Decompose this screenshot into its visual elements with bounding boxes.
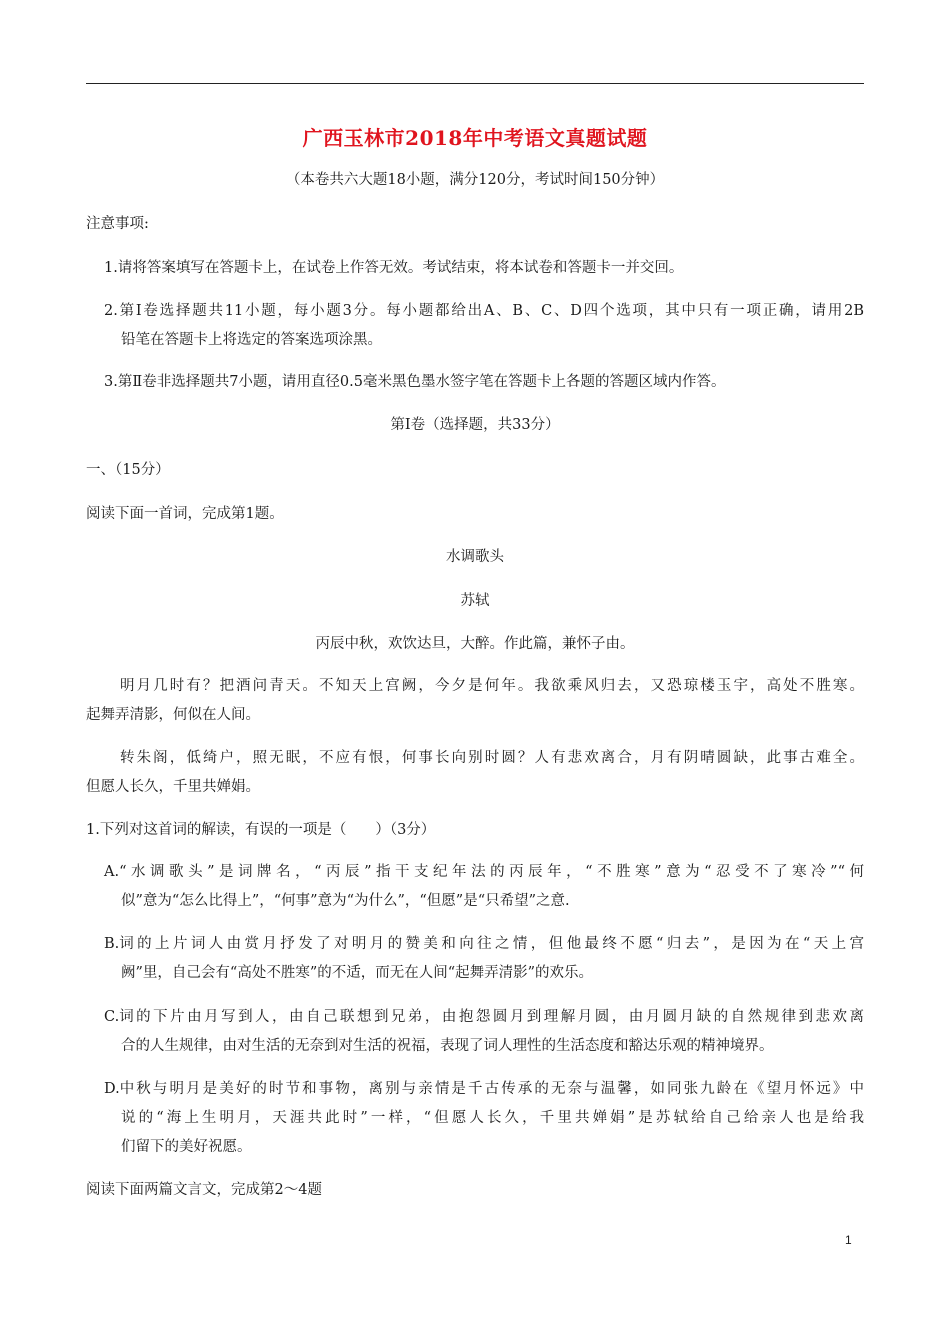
notice-item-3: 3.第Ⅱ卷非选择题共7小题，请用直径0.5毫米黑色墨水签字笔在答题卡上各题的答题区域内作答。 — [104, 374, 726, 390]
option-a-line-2: 似”意为“怎么比得上”，“何事”意为“为什么”，“但愿”是“只希望”之意. — [121, 893, 570, 909]
question-1-stem: 1.下列对这首词的解读，有误的一项是（ ）（3分） — [86, 822, 436, 838]
poem-stanza-1 — [86, 672, 864, 730]
next-reading-instruction: 阅读下面两篇文言文，完成第2～4题 — [86, 1182, 322, 1198]
option-label: C. — [104, 1009, 120, 1025]
notice-item-1: 1.请将答案填写在答题卡上，在试卷上作答无效。考试结束，将本试卷和答题卡一并交回。 — [104, 260, 684, 276]
option-c-line-1: 词的下片由月写到人，由自己联想到兄弟，由抱怨圆月到理解月圆，由月圆月缺的自然规律到悲欢离 — [119, 1009, 864, 1025]
stanza-2-line-2: 但愿人长久，千里共婵娟。 — [86, 779, 260, 795]
volume-title: 第Ⅰ卷（选择题，共33分） — [390, 417, 560, 433]
poem-title: 水调歌头 — [446, 549, 504, 565]
option-b-line-1: 词的上片词人由赏月抒发了对明月的赞美和向往之情，但他最终不愿“归去”，是因为在“天上宫 — [119, 936, 864, 952]
option-d-line-3: 们留下的美好祝愿。 — [121, 1139, 252, 1155]
option-a-line-1: “水调歌头”是词牌名，“丙辰”指干支纪年法的丙辰年，“不胜寒”意为“忍受不了寒冷”“何 — [119, 864, 864, 880]
option-d — [104, 1075, 864, 1162]
exam-title: 广西玉林市2018年中考语文真题试题 — [302, 126, 648, 150]
notice-item-2 — [104, 297, 864, 355]
poem-stanza-2 — [86, 744, 864, 802]
stanza-1-line-1: 明月几时有？把酒问青天。不知天上宫阙，今夕是何年。我欲乘风归去，又恐琼楼玉宇，高处不胜寒。 — [120, 678, 864, 694]
option-b-line-2: 阙”里，自己会有“高处不胜寒”的不适，而无在人间“起舞弄清影”的欢乐。 — [121, 965, 594, 981]
notice-item-2-line-1: 2.第Ⅰ卷选择题共11小题，每小题3分。每小题都给出A、B、C、D四个选项，其中只有一项正确，请用2B — [104, 303, 864, 319]
option-c — [104, 1003, 864, 1061]
stanza-1-line-2: 起舞弄清影，何似在人间。 — [86, 707, 260, 723]
option-a — [104, 858, 864, 916]
option-label: D. — [104, 1081, 120, 1097]
option-b — [104, 930, 864, 988]
header-rule — [86, 83, 864, 84]
option-c-line-2: 合的人生规律，由对生活的无奈到对生活的祝福，表现了词人理性的生活态度和豁达乐观的精神境界。 — [121, 1038, 774, 1054]
option-label: B. — [104, 936, 120, 952]
reading-instruction: 阅读下面一首词，完成第1题。 — [86, 506, 284, 522]
notice-item-2-line-2: 铅笔在答题卡上将选定的答案选项涂黑。 — [121, 332, 382, 348]
option-d-line-2: 说的“海上生明月，天涯共此时”一样，“但愿人长久，千里共婵娟”是苏轼给自己给亲人也是给我 — [121, 1110, 864, 1126]
page-number: 1 — [845, 1233, 852, 1247]
part-label: 一、（15分） — [86, 462, 170, 478]
stanza-2-line-1: 转朱阁，低绮户，照无眠，不应有恨，何事长向别时圆？人有悲欢离合，月有阴晴圆缺，此事古难全。 — [120, 750, 864, 766]
option-label: A. — [104, 864, 120, 880]
poem-author: 苏轼 — [460, 593, 490, 609]
option-d-line-1: 中秋与明月是美好的时节和事物，离别与亲情是千古传承的无奈与温馨，如同张九龄在《望月怀远》中 — [119, 1081, 864, 1097]
exam-subtitle: （本卷共六大题18小题，满分120分，考试时间150分钟） — [285, 172, 665, 188]
poem-preface: 丙辰中秋，欢饮达旦，大醉。作此篇，兼怀子由。 — [315, 636, 635, 652]
notice-heading: 注意事项: — [86, 216, 149, 232]
